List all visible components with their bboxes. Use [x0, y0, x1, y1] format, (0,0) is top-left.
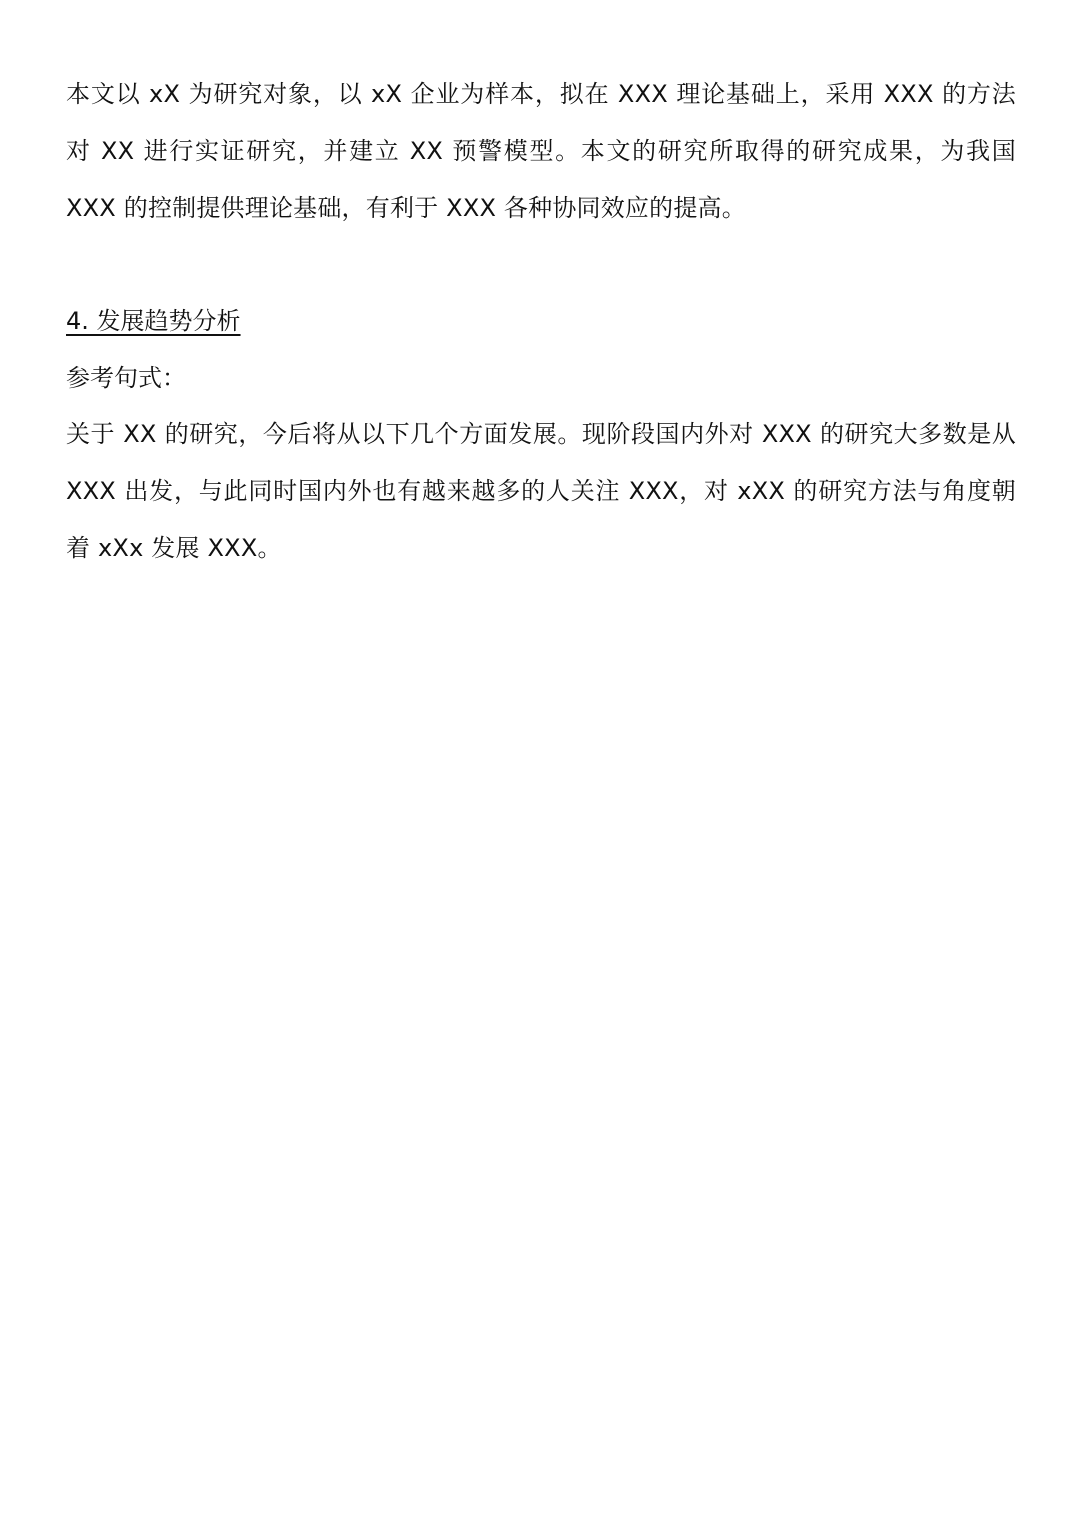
trend-paragraph: 关于 XX 的研究，今后将从以下几个方面发展。现阶段国内外对 XXX 的研究大多数是从 XXX 出发，与此同时国内外也有越来越多的人关注 XXX，对 xXX 的研究方法与角度朝着 xXx 发展 XXX。 [66, 420, 1016, 562]
section-heading: 4. 发展趋势分析 [66, 307, 241, 335]
intro-paragraph: 本文以 xX 为研究对象，以 xX 企业为样本，拟在 XXX 理论基础上，采用 XXX 的方法对 XX 进行实证研究，并建立 XX 预警模型。本文的研究所取得的研究成果，为我国 XXX 的控制提供理论基础，有利于 XXX 各种协同效应的提高。 [66, 80, 1016, 222]
reference-label: 参考句式： [66, 364, 186, 392]
